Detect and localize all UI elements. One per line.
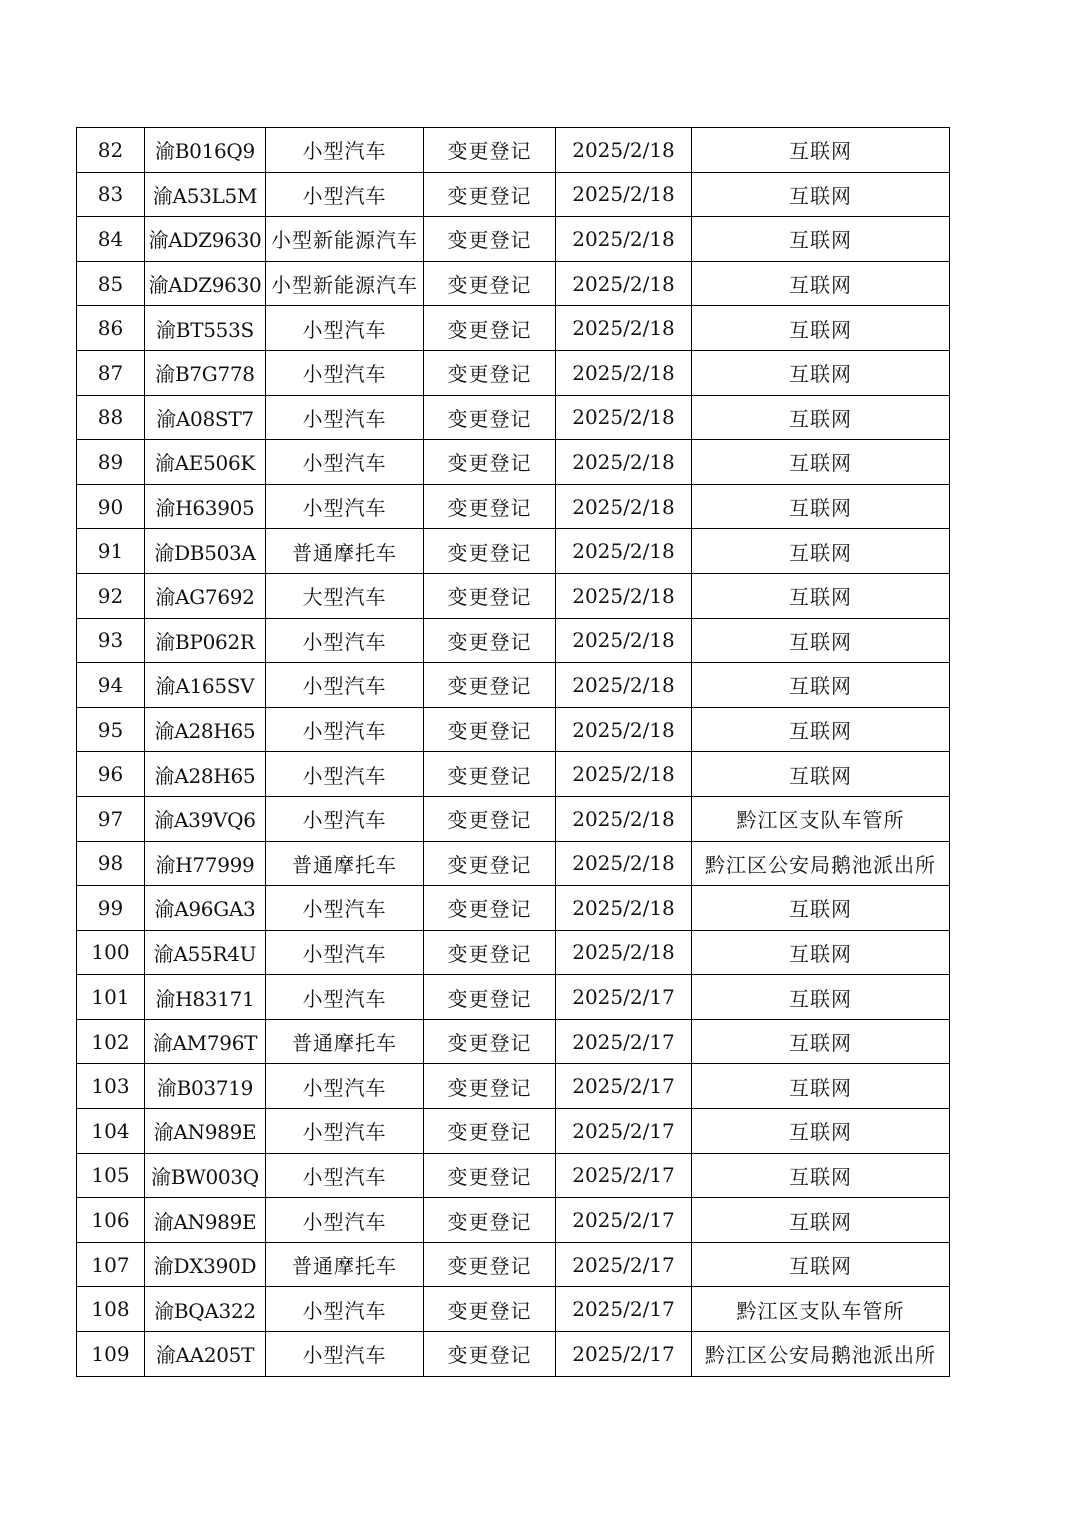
handle-date-cell: 2025/2/17 bbox=[556, 1153, 692, 1198]
business-type-cell: 变更登记 bbox=[424, 1332, 556, 1377]
vehicle-type-cell: 小型新能源汽车 bbox=[266, 261, 424, 306]
vehicle-type-cell: 普通摩托车 bbox=[266, 529, 424, 574]
vehicle-type-cell: 小型汽车 bbox=[266, 1153, 424, 1198]
vehicle-type-cell: 小型汽车 bbox=[266, 484, 424, 529]
business-type-cell: 变更登记 bbox=[424, 1242, 556, 1287]
row-number-cell: 102 bbox=[77, 1019, 145, 1064]
handle-date-cell: 2025/2/18 bbox=[556, 930, 692, 975]
vehicle-type-cell: 小型汽车 bbox=[266, 350, 424, 395]
handle-date-cell: 2025/2/18 bbox=[556, 707, 692, 752]
row-number-cell: 99 bbox=[77, 886, 145, 931]
vehicle-type-cell: 小型汽车 bbox=[266, 796, 424, 841]
handle-place-cell: 互联网 bbox=[692, 440, 950, 485]
handle-place-cell: 互联网 bbox=[692, 573, 950, 618]
row-number-cell: 109 bbox=[77, 1332, 145, 1377]
plate-number-cell: 渝AN989E bbox=[145, 1109, 266, 1154]
plate-number-cell: 渝AN989E bbox=[145, 1198, 266, 1243]
business-type-cell: 变更登记 bbox=[424, 261, 556, 306]
handle-date-cell: 2025/2/18 bbox=[556, 217, 692, 262]
handle-date-cell: 2025/2/17 bbox=[556, 1332, 692, 1377]
handle-place-cell: 黔江区支队车管所 bbox=[692, 1287, 950, 1332]
handle-place-cell: 互联网 bbox=[692, 261, 950, 306]
plate-number-cell: 渝DB503A bbox=[145, 529, 266, 574]
vehicle-type-cell: 小型汽车 bbox=[266, 306, 424, 351]
business-type-cell: 变更登记 bbox=[424, 930, 556, 975]
plate-number-cell: 渝A53L5M bbox=[145, 172, 266, 217]
business-type-cell: 变更登记 bbox=[424, 440, 556, 485]
row-number-cell: 94 bbox=[77, 663, 145, 708]
table-row bbox=[77, 975, 950, 1020]
vehicle-type-cell: 小型汽车 bbox=[266, 1332, 424, 1377]
table-row bbox=[77, 440, 950, 485]
business-type-cell: 变更登记 bbox=[424, 707, 556, 752]
plate-number-cell: 渝AA205T bbox=[145, 1332, 266, 1377]
handle-place-cell: 互联网 bbox=[692, 529, 950, 574]
table-row bbox=[77, 618, 950, 663]
row-number-cell: 100 bbox=[77, 930, 145, 975]
plate-number-cell: 渝BW003Q bbox=[145, 1153, 266, 1198]
table-row bbox=[77, 350, 950, 395]
table-row bbox=[77, 886, 950, 931]
row-number-cell: 88 bbox=[77, 395, 145, 440]
plate-number-cell: 渝H77999 bbox=[145, 841, 266, 886]
plate-number-cell: 渝AE506K bbox=[145, 440, 266, 485]
row-number-cell: 108 bbox=[77, 1287, 145, 1332]
handle-place-cell: 互联网 bbox=[692, 1064, 950, 1109]
business-type-cell: 变更登记 bbox=[424, 395, 556, 440]
business-type-cell: 变更登记 bbox=[424, 975, 556, 1020]
row-number-cell: 92 bbox=[77, 573, 145, 618]
vehicle-type-cell: 小型汽车 bbox=[266, 752, 424, 797]
handle-place-cell: 互联网 bbox=[692, 975, 950, 1020]
row-number-cell: 106 bbox=[77, 1198, 145, 1243]
plate-number-cell: 渝A08ST7 bbox=[145, 395, 266, 440]
business-type-cell: 变更登记 bbox=[424, 573, 556, 618]
table-row bbox=[77, 663, 950, 708]
vehicle-type-cell: 小型汽车 bbox=[266, 618, 424, 663]
row-number-cell: 98 bbox=[77, 841, 145, 886]
vehicle-type-cell: 小型汽车 bbox=[266, 1287, 424, 1332]
handle-date-cell: 2025/2/18 bbox=[556, 395, 692, 440]
business-type-cell: 变更登记 bbox=[424, 128, 556, 173]
handle-date-cell: 2025/2/18 bbox=[556, 573, 692, 618]
business-type-cell: 变更登记 bbox=[424, 1019, 556, 1064]
row-number-cell: 90 bbox=[77, 484, 145, 529]
plate-number-cell: 渝A28H65 bbox=[145, 752, 266, 797]
handle-date-cell: 2025/2/17 bbox=[556, 1287, 692, 1332]
handle-place-cell: 黔江区公安局鹅池派出所 bbox=[692, 841, 950, 886]
table-row bbox=[77, 573, 950, 618]
plate-number-cell: 渝AM796T bbox=[145, 1019, 266, 1064]
business-type-cell: 变更登记 bbox=[424, 796, 556, 841]
table-row bbox=[77, 1109, 950, 1154]
handle-place-cell: 互联网 bbox=[692, 663, 950, 708]
handle-place-cell: 互联网 bbox=[692, 217, 950, 262]
business-type-cell: 变更登记 bbox=[424, 172, 556, 217]
business-type-cell: 变更登记 bbox=[424, 217, 556, 262]
plate-number-cell: 渝BQA322 bbox=[145, 1287, 266, 1332]
handle-place-cell: 互联网 bbox=[692, 752, 950, 797]
business-type-cell: 变更登记 bbox=[424, 1153, 556, 1198]
plate-number-cell: 渝ADZ9630 bbox=[145, 261, 266, 306]
vehicle-type-cell: 小型新能源汽车 bbox=[266, 217, 424, 262]
plate-number-cell: 渝B7G778 bbox=[145, 350, 266, 395]
handle-place-cell: 互联网 bbox=[692, 306, 950, 351]
row-number-cell: 83 bbox=[77, 172, 145, 217]
handle-date-cell: 2025/2/18 bbox=[556, 663, 692, 708]
plate-number-cell: 渝B03719 bbox=[145, 1064, 266, 1109]
handle-place-cell: 互联网 bbox=[692, 1198, 950, 1243]
table-row bbox=[77, 930, 950, 975]
business-type-cell: 变更登记 bbox=[424, 350, 556, 395]
vehicle-type-cell: 普通摩托车 bbox=[266, 841, 424, 886]
handle-place-cell: 互联网 bbox=[692, 618, 950, 663]
vehicle-type-cell: 小型汽车 bbox=[266, 663, 424, 708]
business-type-cell: 变更登记 bbox=[424, 752, 556, 797]
handle-place-cell: 互联网 bbox=[692, 1242, 950, 1287]
handle-date-cell: 2025/2/18 bbox=[556, 306, 692, 351]
business-type-cell: 变更登记 bbox=[424, 306, 556, 351]
plate-number-cell: 渝A39VQ6 bbox=[145, 796, 266, 841]
table-row bbox=[77, 395, 950, 440]
plate-number-cell: 渝A28H65 bbox=[145, 707, 266, 752]
vehicle-type-cell: 小型汽车 bbox=[266, 172, 424, 217]
plate-number-cell: 渝AG7692 bbox=[145, 573, 266, 618]
row-number-cell: 103 bbox=[77, 1064, 145, 1109]
vehicle-type-cell: 小型汽车 bbox=[266, 707, 424, 752]
plate-number-cell: 渝BT553S bbox=[145, 306, 266, 351]
handle-place-cell: 互联网 bbox=[692, 930, 950, 975]
vehicle-type-cell: 小型汽车 bbox=[266, 1198, 424, 1243]
vehicle-type-cell: 小型汽车 bbox=[266, 886, 424, 931]
row-number-cell: 93 bbox=[77, 618, 145, 663]
handle-place-cell: 互联网 bbox=[692, 886, 950, 931]
business-type-cell: 变更登记 bbox=[424, 484, 556, 529]
plate-number-cell: 渝BP062R bbox=[145, 618, 266, 663]
table-row bbox=[77, 1287, 950, 1332]
handle-date-cell: 2025/2/18 bbox=[556, 261, 692, 306]
table-row bbox=[77, 1019, 950, 1064]
handle-date-cell: 2025/2/18 bbox=[556, 484, 692, 529]
business-type-cell: 变更登记 bbox=[424, 1064, 556, 1109]
row-number-cell: 82 bbox=[77, 128, 145, 173]
handle-place-cell: 互联网 bbox=[692, 395, 950, 440]
vehicle-type-cell: 小型汽车 bbox=[266, 930, 424, 975]
row-number-cell: 85 bbox=[77, 261, 145, 306]
plate-number-cell: 渝A55R4U bbox=[145, 930, 266, 975]
business-type-cell: 变更登记 bbox=[424, 886, 556, 931]
table-row bbox=[77, 261, 950, 306]
table-row bbox=[77, 1198, 950, 1243]
row-number-cell: 101 bbox=[77, 975, 145, 1020]
table-row bbox=[77, 1064, 950, 1109]
handle-date-cell: 2025/2/17 bbox=[556, 1242, 692, 1287]
handle-date-cell: 2025/2/17 bbox=[556, 975, 692, 1020]
plate-number-cell: 渝B016Q9 bbox=[145, 128, 266, 173]
row-number-cell: 105 bbox=[77, 1153, 145, 1198]
handle-place-cell: 黔江区支队车管所 bbox=[692, 796, 950, 841]
table-row bbox=[77, 752, 950, 797]
handle-date-cell: 2025/2/17 bbox=[556, 1109, 692, 1154]
records-table-body bbox=[77, 128, 950, 1377]
handle-date-cell: 2025/2/18 bbox=[556, 841, 692, 886]
row-number-cell: 107 bbox=[77, 1242, 145, 1287]
plate-number-cell: 渝A96GA3 bbox=[145, 886, 266, 931]
plate-number-cell: 渝DX390D bbox=[145, 1242, 266, 1287]
handle-place-cell: 互联网 bbox=[692, 1153, 950, 1198]
vehicle-type-cell: 小型汽车 bbox=[266, 975, 424, 1020]
handle-date-cell: 2025/2/17 bbox=[556, 1019, 692, 1064]
business-type-cell: 变更登记 bbox=[424, 1287, 556, 1332]
business-type-cell: 变更登记 bbox=[424, 1109, 556, 1154]
handle-date-cell: 2025/2/18 bbox=[556, 128, 692, 173]
vehicle-type-cell: 小型汽车 bbox=[266, 1109, 424, 1154]
handle-date-cell: 2025/2/17 bbox=[556, 1198, 692, 1243]
row-number-cell: 84 bbox=[77, 217, 145, 262]
table-row bbox=[77, 796, 950, 841]
vehicle-type-cell: 普通摩托车 bbox=[266, 1242, 424, 1287]
row-number-cell: 86 bbox=[77, 306, 145, 351]
table-row bbox=[77, 841, 950, 886]
row-number-cell: 104 bbox=[77, 1109, 145, 1154]
handle-date-cell: 2025/2/18 bbox=[556, 752, 692, 797]
vehicle-type-cell: 小型汽车 bbox=[266, 1064, 424, 1109]
vehicle-type-cell: 普通摩托车 bbox=[266, 1019, 424, 1064]
business-type-cell: 变更登记 bbox=[424, 1198, 556, 1243]
handle-place-cell: 黔江区公安局鹅池派出所 bbox=[692, 1332, 950, 1377]
row-number-cell: 91 bbox=[77, 529, 145, 574]
table-row bbox=[77, 1332, 950, 1377]
handle-place-cell: 互联网 bbox=[692, 707, 950, 752]
vehicle-type-cell: 小型汽车 bbox=[266, 395, 424, 440]
handle-place-cell: 互联网 bbox=[692, 484, 950, 529]
handle-place-cell: 互联网 bbox=[692, 1109, 950, 1154]
handle-place-cell: 互联网 bbox=[692, 350, 950, 395]
table-row bbox=[77, 306, 950, 351]
table-row bbox=[77, 529, 950, 574]
handle-date-cell: 2025/2/18 bbox=[556, 172, 692, 217]
row-number-cell: 97 bbox=[77, 796, 145, 841]
handle-date-cell: 2025/2/18 bbox=[556, 618, 692, 663]
handle-date-cell: 2025/2/17 bbox=[556, 1064, 692, 1109]
row-number-cell: 89 bbox=[77, 440, 145, 485]
plate-number-cell: 渝H63905 bbox=[145, 484, 266, 529]
handle-place-cell: 互联网 bbox=[692, 1019, 950, 1064]
handle-place-cell: 互联网 bbox=[692, 128, 950, 173]
business-type-cell: 变更登记 bbox=[424, 618, 556, 663]
table-row bbox=[77, 707, 950, 752]
plate-number-cell: 渝A165SV bbox=[145, 663, 266, 708]
table-row bbox=[77, 128, 950, 173]
table-row bbox=[77, 484, 950, 529]
table-row bbox=[77, 1242, 950, 1287]
business-type-cell: 变更登记 bbox=[424, 663, 556, 708]
table-row bbox=[77, 172, 950, 217]
handle-date-cell: 2025/2/18 bbox=[556, 440, 692, 485]
row-number-cell: 96 bbox=[77, 752, 145, 797]
plate-number-cell: 渝H83171 bbox=[145, 975, 266, 1020]
handle-date-cell: 2025/2/18 bbox=[556, 796, 692, 841]
vehicle-type-cell: 小型汽车 bbox=[266, 128, 424, 173]
plate-number-cell: 渝ADZ9630 bbox=[145, 217, 266, 262]
vehicle-type-cell: 大型汽车 bbox=[266, 573, 424, 618]
vehicle-type-cell: 小型汽车 bbox=[266, 440, 424, 485]
row-number-cell: 87 bbox=[77, 350, 145, 395]
table-row bbox=[77, 1153, 950, 1198]
business-type-cell: 变更登记 bbox=[424, 529, 556, 574]
row-number-cell: 95 bbox=[77, 707, 145, 752]
table-row bbox=[77, 217, 950, 262]
handle-place-cell: 互联网 bbox=[692, 172, 950, 217]
handle-date-cell: 2025/2/18 bbox=[556, 529, 692, 574]
business-type-cell: 变更登记 bbox=[424, 841, 556, 886]
records-table bbox=[76, 127, 950, 1377]
handle-date-cell: 2025/2/18 bbox=[556, 886, 692, 931]
handle-date-cell: 2025/2/18 bbox=[556, 350, 692, 395]
